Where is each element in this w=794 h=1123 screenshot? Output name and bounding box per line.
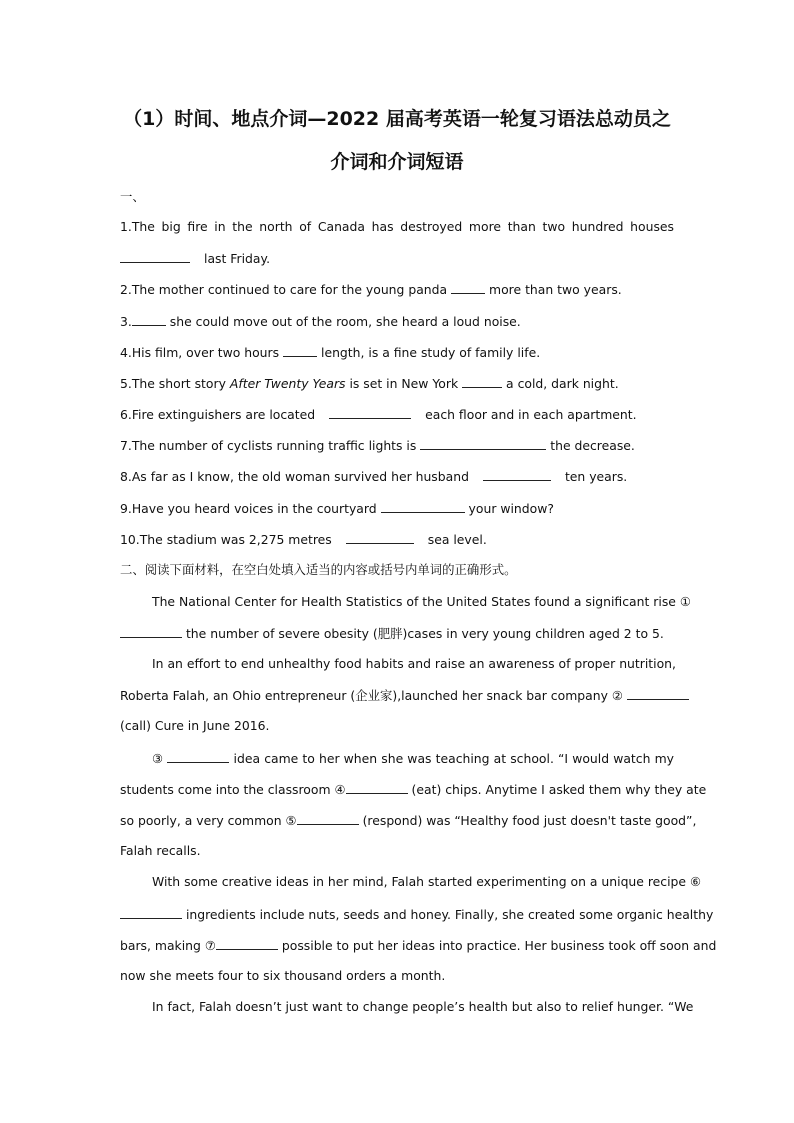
- answer-blank[interactable]: [283, 344, 317, 357]
- passage-text: ③: [152, 751, 164, 766]
- story-title: After Twenty Years: [229, 376, 346, 391]
- answer-blank[interactable]: [483, 468, 551, 481]
- question-text: length, is a fine study of family life.: [321, 345, 541, 360]
- question-text: ten years.: [564, 469, 628, 484]
- section-1-heading: 一、: [120, 189, 145, 204]
- question-text: 3.: [120, 314, 132, 329]
- passage-text: so poorly, a very common ⑤: [120, 813, 297, 828]
- answer-blank-6[interactable]: [120, 906, 182, 919]
- question-text: last Friday.: [204, 251, 271, 266]
- question-10: [120, 531, 674, 548]
- passage-line: The National Center for Health Statistics of the United States found a significant rise ①: [152, 594, 691, 609]
- question-text: the decrease.: [550, 438, 635, 453]
- question-1-line-2: [120, 250, 674, 267]
- question-2: [120, 281, 674, 298]
- section-2-heading: 二、阅读下面材料，在空白处填入适当的内容或括号内单词的正确形式。: [120, 562, 517, 577]
- passage-line: [120, 781, 707, 798]
- question-3: [120, 313, 674, 330]
- answer-blank[interactable]: [120, 250, 190, 263]
- question-text: 6.Fire extinguishers are located: [120, 407, 316, 422]
- passage-line: In fact, Falah doesn’t just want to change people’s health but also to relief hunger. “We: [152, 999, 694, 1014]
- passage-line: [120, 812, 697, 829]
- answer-blank[interactable]: [132, 313, 166, 326]
- question-text: 5.The short story: [120, 376, 226, 391]
- passage-line: [120, 625, 674, 642]
- passage-text: students come into the classroom ④: [120, 782, 346, 797]
- question-5: [120, 375, 674, 392]
- answer-blank-7[interactable]: [216, 937, 278, 950]
- passage-line: (call) Cure in June 2016.: [120, 718, 270, 733]
- answer-blank-3[interactable]: [167, 750, 229, 763]
- passage-line: [120, 937, 717, 954]
- question-text: 7.The number of cyclists running traffic lights is: [120, 438, 417, 453]
- answer-blank[interactable]: [451, 281, 485, 294]
- answer-blank-2[interactable]: [627, 687, 689, 700]
- answer-blank[interactable]: [420, 437, 546, 450]
- question-6: [120, 406, 674, 423]
- passage-line: [120, 750, 674, 767]
- passage-line: now she meets four to six thousand orders a month.: [120, 968, 446, 983]
- question-9: [120, 500, 674, 517]
- question-text: 9.Have you heard voices in the courtyard: [120, 501, 377, 516]
- question-text: a cold, dark night.: [506, 376, 619, 391]
- passage-text: (eat) chips. Anytime I asked them why they ate: [411, 782, 707, 797]
- passage-text: ingredients include nuts, seeds and honey. Finally, she created some organic healthy: [185, 907, 714, 922]
- passage-text: possible to put her ideas into practice. Her business took off soon and: [281, 938, 717, 953]
- question-4: [120, 344, 674, 361]
- passage-line: [120, 687, 674, 704]
- question-text: each floor and in each apartment.: [425, 407, 637, 422]
- question-text: 8.As far as I know, the old woman survived her husband: [120, 469, 469, 484]
- question-text: your window?: [468, 501, 554, 516]
- question-text: sea level.: [427, 532, 487, 547]
- passage-text: the number of severe obesity (肥胖)cases in very young children aged 2 to 5.: [185, 626, 664, 641]
- document-title-line-2: 介词和介词短语: [330, 151, 464, 173]
- question-1-line-1: 1.The big fire in the north of Canada has destroyed more than two hundred houses: [120, 219, 674, 234]
- passage-line: Falah recalls.: [120, 843, 201, 858]
- passage-text: idea came to her when she was teaching at school. “I would watch my: [233, 751, 674, 766]
- question-text: she could move out of the room, she heard a loud noise.: [169, 314, 521, 329]
- answer-blank-5[interactable]: [297, 812, 359, 825]
- question-text: 2.The mother continued to care for the young panda: [120, 282, 448, 297]
- answer-blank-4[interactable]: [346, 781, 408, 794]
- question-7: [120, 437, 674, 454]
- answer-blank[interactable]: [462, 375, 502, 388]
- answer-blank[interactable]: [346, 531, 414, 544]
- question-8: [120, 468, 674, 485]
- document-title-line-1: （1）时间、地点介词—2022 届高考英语一轮复习语法总动员之: [123, 108, 671, 130]
- answer-blank-1[interactable]: [120, 625, 182, 638]
- question-text: 10.The stadium was 2,275 metres: [120, 532, 332, 547]
- passage-line: In an effort to end unhealthy food habits and raise an awareness of proper nutrition,: [152, 656, 676, 671]
- answer-blank[interactable]: [329, 406, 411, 419]
- question-text: 4.His film, over two hours: [120, 345, 280, 360]
- passage-line: [120, 906, 714, 923]
- passage-text: Roberta Falah, an Ohio entrepreneur (企业家),launched her snack bar company ②: [120, 688, 623, 703]
- passage-line: With some creative ideas in her mind, Falah started experimenting on a unique recipe ⑥: [152, 874, 702, 889]
- question-text: is set in New York: [349, 376, 459, 391]
- answer-blank[interactable]: [381, 500, 465, 513]
- question-text: more than two years.: [489, 282, 622, 297]
- passage-text: bars, making ⑦: [120, 938, 216, 953]
- passage-text: (respond) was “Healthy food just doesn't taste good”,: [362, 813, 697, 828]
